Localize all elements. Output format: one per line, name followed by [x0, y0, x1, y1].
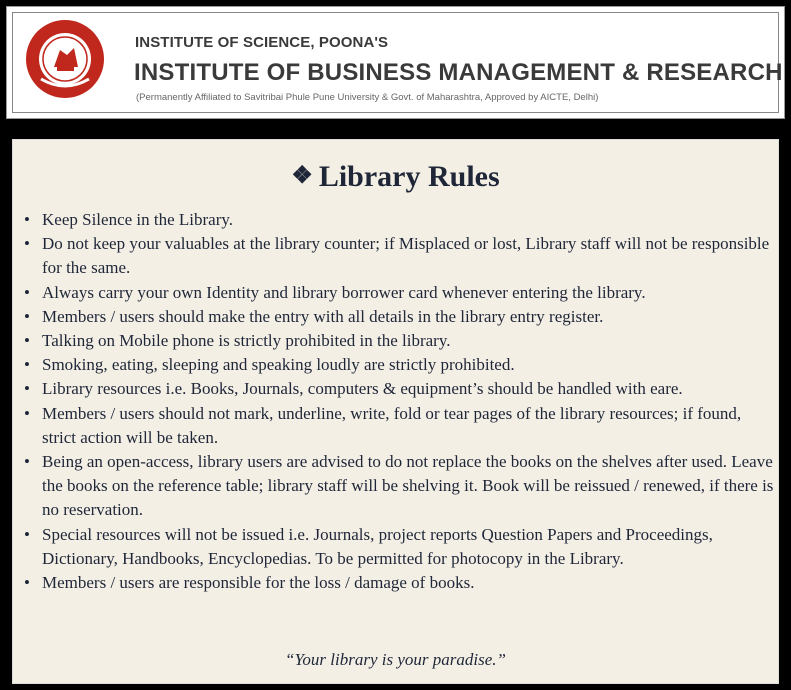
institute-subtitle: INSTITUTE OF SCIENCE, POONA'S	[135, 34, 389, 51]
rule-item: • Members / users are responsible for the loss / damage of books.	[24, 571, 774, 595]
rule-item: • Always carry your own Identity and library borrower card whenever entering the library.	[24, 281, 774, 305]
library-rules-notice	[12, 139, 779, 684]
rule-item: • Do not keep your valuables at the library counter; if Misplaced or lost, Library staff will not be responsible for the same.	[24, 232, 774, 280]
notice-title-text: Library Rules	[318, 160, 500, 193]
rule-item: • Keep Silence in the Library.	[24, 208, 774, 232]
closing-quote: “Your library is your paradise.”	[285, 650, 506, 669]
rule-item: • Talking on Mobile phone is strictly prohibited in the library.	[24, 329, 774, 353]
diamond-ornament-icon: ❖	[291, 163, 313, 189]
institute-header	[6, 6, 785, 119]
institute-logo	[24, 17, 106, 101]
notice-title	[13, 160, 778, 194]
rule-item: • Library resources i.e. Books, Journals, computers & equipment’s should be handled with eare.	[24, 377, 774, 401]
rule-item: • Being an open-access, library users are advised to do not replace the books on the shelves after used. Leave the books on the reference table; library staff will be shelving it. Book will be reissued / renewed, if there is no reservation.	[24, 450, 774, 523]
rule-item: • Members / users should not mark, underline, write, fold or tear pages of the library resources; if found, strict action will be taken.	[24, 402, 774, 450]
rule-item: • Special resources will not be issued i.e. Journals, project reports Question Papers and Proceedings, Dictionary, Handbooks, Encyclopedias. To be permitted for photocopy in the Library.	[24, 523, 774, 571]
affiliation-note: (Permanently Affiliated to Savitribai Phule Pune University & Govt. of Maharashtra, Approved by AICTE, Delhi)	[136, 92, 599, 103]
institute-title: INSTITUTE OF BUSINESS MANAGEMENT & RESEARCH	[134, 59, 783, 86]
rule-item: • Members / users should make the entry with all details in the library entry register.	[24, 305, 774, 329]
rule-item: • Smoking, eating, sleeping and speaking loudly are strictly prohibited.	[24, 353, 774, 377]
rules-list	[24, 208, 774, 595]
